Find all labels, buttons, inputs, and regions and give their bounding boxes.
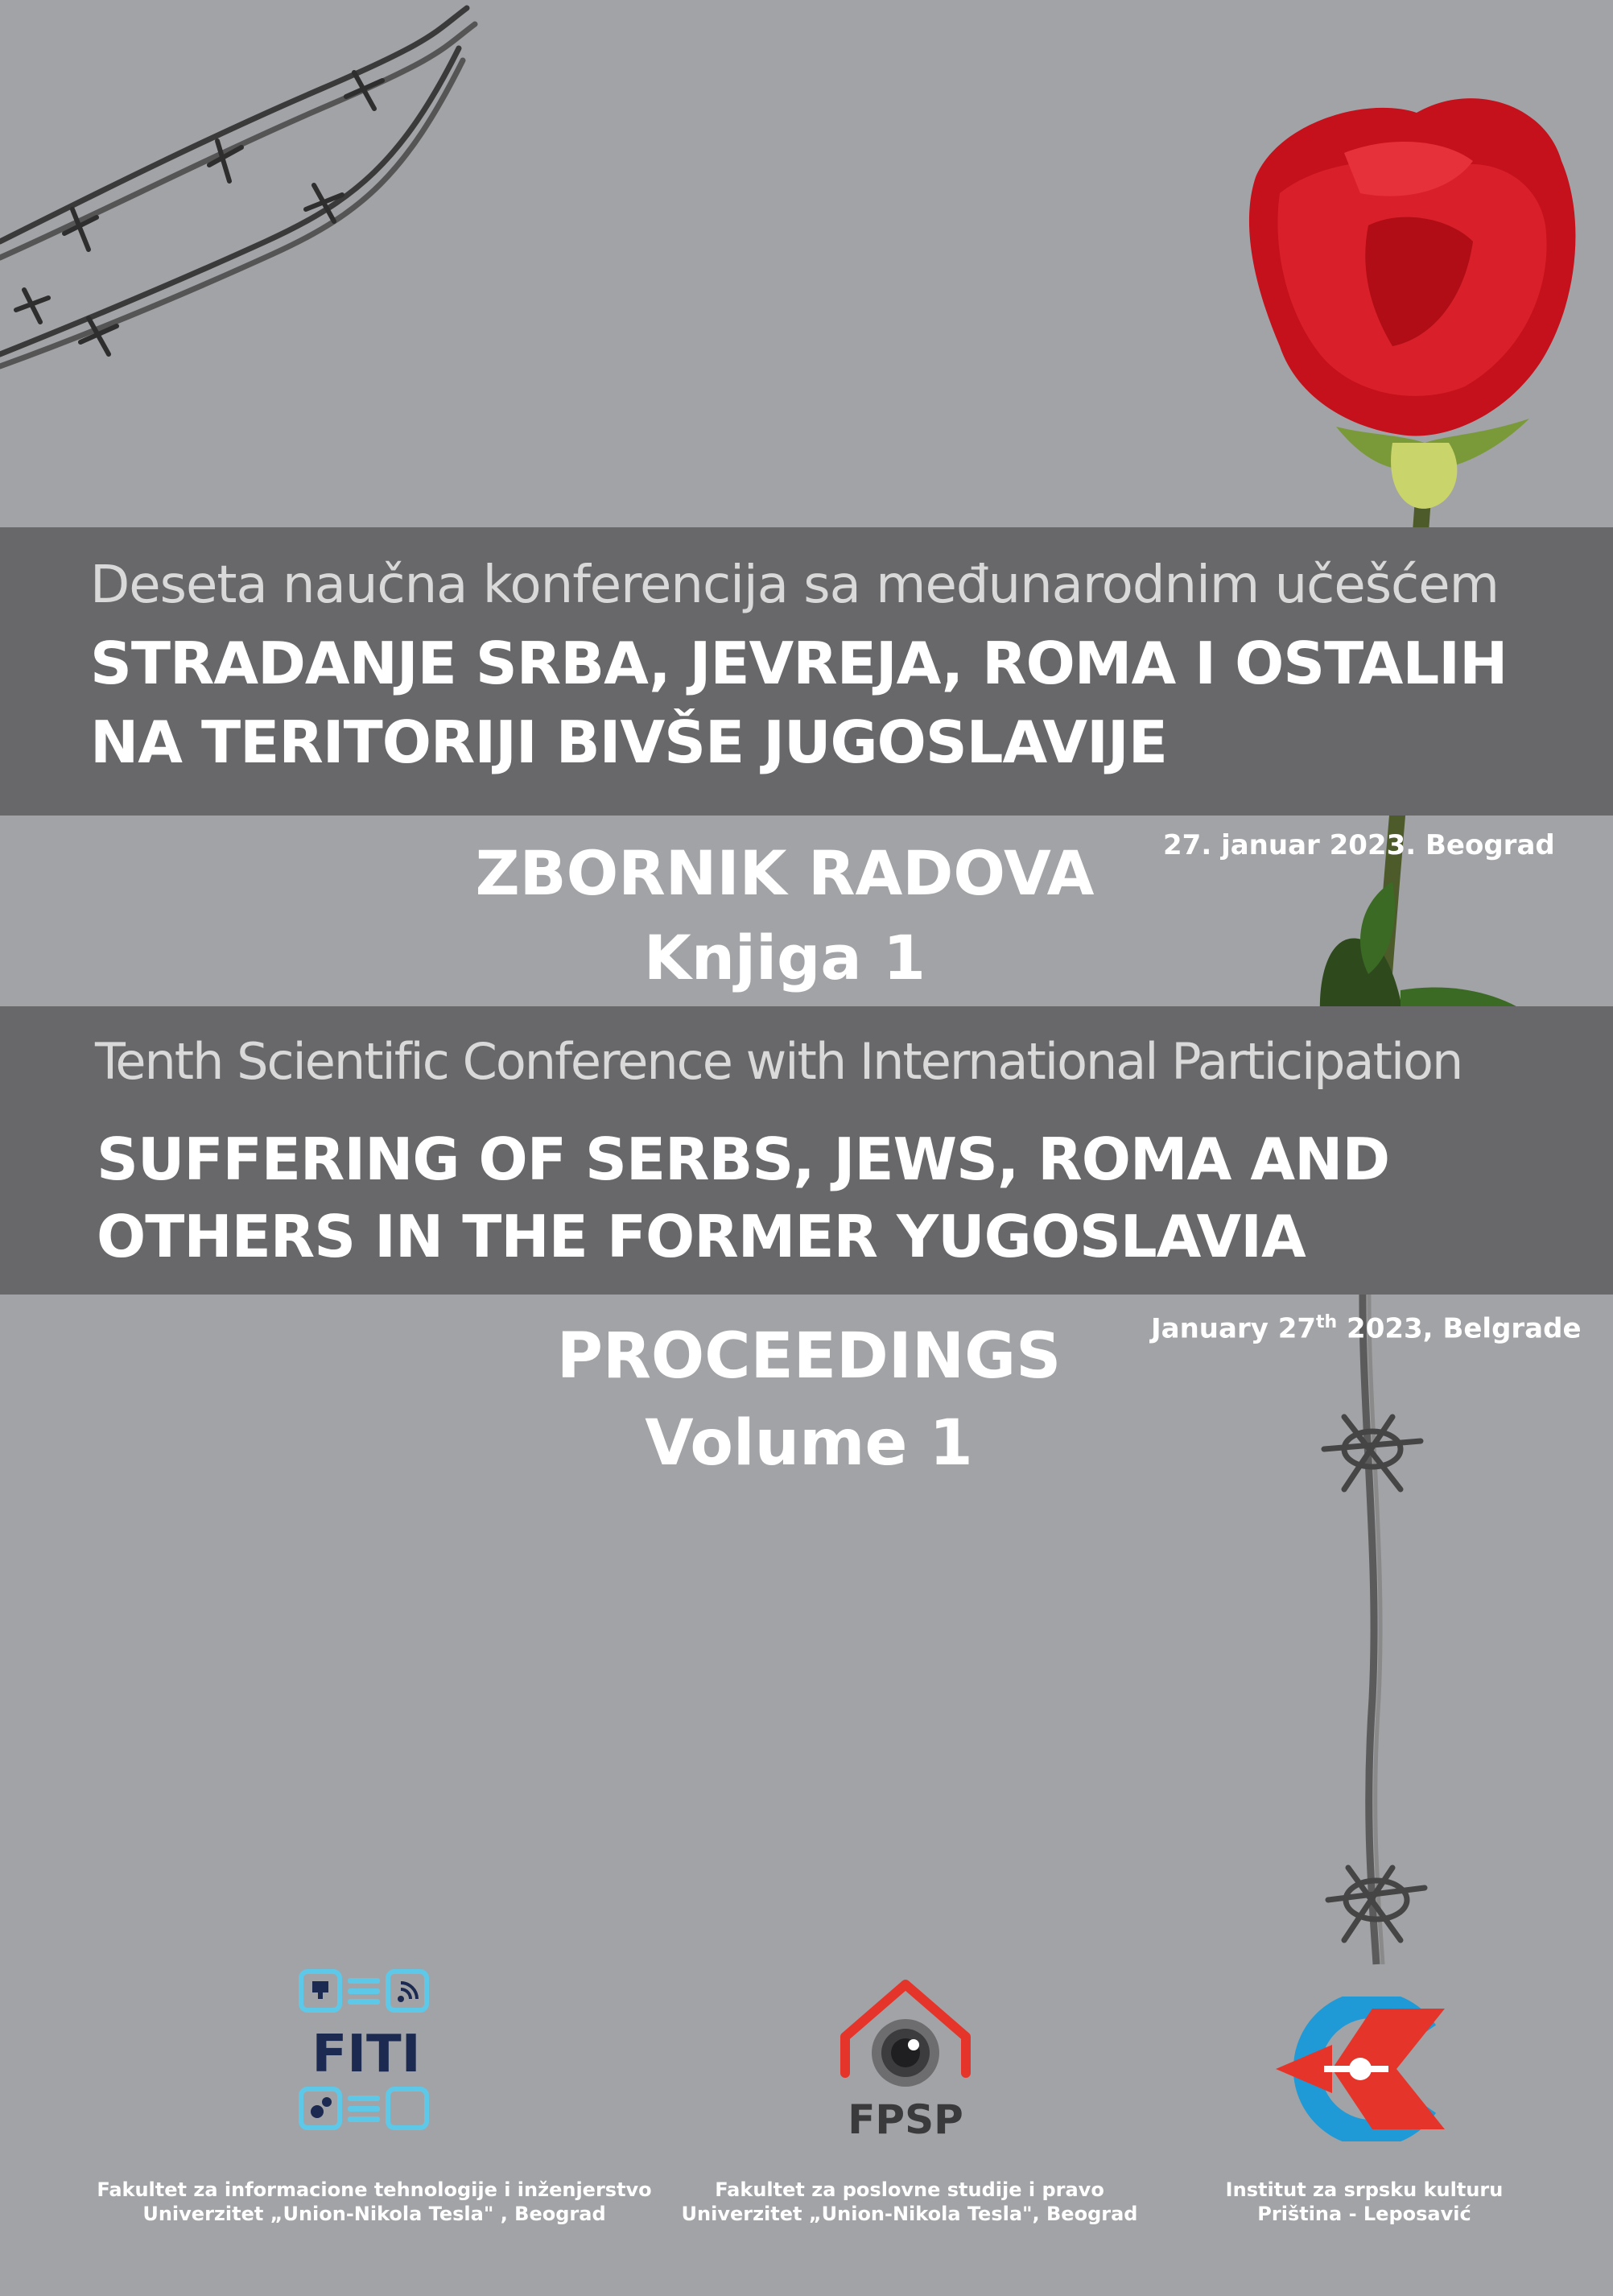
serbian-headline-line2: NA TERITORIJI BIVŠE JUGOSLAVIJE bbox=[90, 708, 1167, 776]
fpsp-caption-line2: Univerzitet „Union-Nikola Tesla", Beograd bbox=[681, 2203, 1138, 2225]
serbian-proceedings-title: ZBORNIK RADOVA bbox=[475, 837, 1095, 909]
english-date-prefix: January 27 bbox=[1151, 1312, 1317, 1345]
fiti-caption bbox=[85, 2178, 664, 2226]
fpsp-wordmark: FPSP bbox=[848, 2096, 963, 2143]
serbian-headline-line1: STRADANJE SRBA, JEVREJA, ROMA I OSTALIH bbox=[90, 630, 1508, 697]
fpsp-logo bbox=[837, 1976, 974, 2145]
serbian-date: 27. januar 2023. Beograd bbox=[1163, 829, 1555, 861]
english-proceedings-title: PROCEEDINGS bbox=[556, 1320, 1062, 1393]
english-subtitle: Tenth Scientific Conference with International Participation bbox=[95, 1032, 1462, 1091]
fiti-logo bbox=[298, 1968, 435, 2133]
fiti-caption-line1: Fakultet za informacione tehnologije i inženjerstvo bbox=[97, 2178, 652, 2201]
barbed-wire-illustration bbox=[0, 0, 483, 386]
english-date bbox=[1151, 1312, 1582, 1344]
fiti-caption-line2: Univerzitet „Union-Nikola Tesla" , Beograd bbox=[142, 2203, 606, 2225]
english-date-suffix: 2023, Belgrade bbox=[1337, 1312, 1582, 1345]
fpsp-caption-line1: Fakultet za poslovne studije i pravo bbox=[715, 2178, 1104, 2201]
english-headline-line1: SUFFERING OF SERBS, JEWS, ROMA AND bbox=[97, 1125, 1390, 1193]
english-volume: Volume 1 bbox=[645, 1407, 973, 1480]
isk-caption-line2: Priština - Leposavić bbox=[1257, 2203, 1471, 2225]
serbian-volume: Knjiga 1 bbox=[643, 922, 926, 993]
english-headline-line2: OTHERS IN THE FORMER YUGOSLAVIA bbox=[97, 1203, 1306, 1270]
isk-caption-line1: Institut za srpsku kulturu bbox=[1225, 2178, 1504, 2201]
fpsp-caption bbox=[620, 2178, 1199, 2226]
isk-caption bbox=[1135, 2178, 1594, 2226]
fiti-wordmark: FITI bbox=[311, 2025, 421, 2084]
serbian-subtitle: Deseta naučna konferencija sa međunarodnim učešćem bbox=[90, 555, 1499, 615]
english-date-ordinal: th bbox=[1316, 1312, 1338, 1332]
isk-logo bbox=[1276, 1997, 1461, 2141]
